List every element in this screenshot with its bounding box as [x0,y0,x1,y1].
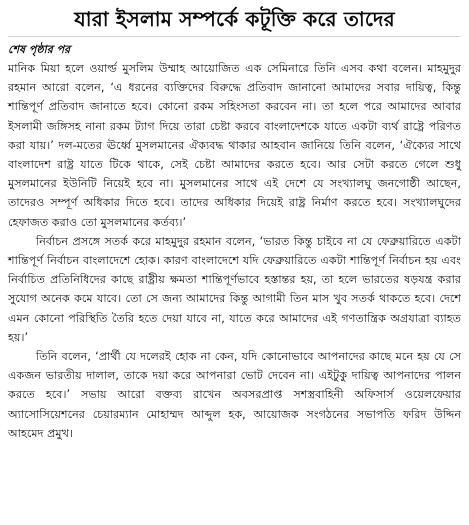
continued-from-label: শেষ পৃষ্ঠার পর [8,43,71,56]
headline-divider [8,36,461,37]
article-paragraph-3: তিনি বলেন, ‘প্রার্থী যে দলেরই হোক না কেন, যদি কোনোভাবে আপনাদের কাছে মনে হয় যে সে একজন ভারতীয় দালাল, তাকে দয়া করে আপনারা ভোট দেবেন না। এইটুকু দায়িত্ব আপনাদের পালন করতে হবে।’ সভায় আরো বক্তব্য রাখেন অবসরপ্রাপ্ত সশস্ত্রবাহিনী অফিসার্স ওয়েলফেয়ার অ্যাসোসিয়েশনের চেয়ারম্যান মোহাম্মদ আব্দুল হক, আয়োজক সংগঠনের সভাপতি ফরিদ উদ্দিন আহমেদ প্রমুখ। [8,350,461,440]
article-headline: যারা ইসলাম সম্পর্কে কটূক্তি করে তাদের [74,7,395,31]
article-paragraph-2: নির্বাচন প্রসঙ্গে সতর্ক করে মাহমুদুর রহমান বলেন, ‘ভারত কিন্তু চাইবে না যে ফেব্রুয়ারিতে একটা শান্তিপূর্ণ নির্বাচন বাংলাদেশে হোক। কারণ বাংলাদেশে যদি ফেব্রুয়ারিতে একটা শান্তিপূর্ণ নির্বাচন হয় এবং নির্বাচিত প্রতিনিধিদের কাছে রাষ্ট্রীয় ক্ষমতা শান্তিপূর্ণভাবে হস্তান্তর হয়, তা হলে ভারতের ষড়যন্ত্র করার সুযোগ অনেক কমে যাবে। তো সে জন্য আমাদের কিন্তু আগামী তিন মাস খুব সতর্ক থাকতে হবে। দেশে এমন কোনো পরিস্থিতি তৈরি হতে দেয়া যাবে না, যাতে করে আমাদের এই গণতান্ত্রিক অগ্রযাত্রা ব্যাহত হয়।’ [8,234,461,344]
article-paragraph-1: মানিক মিয়া হলে ওয়ার্ল্ড মুসলিম উম্মাহ আয়োজিত এক সেমিনারে তিনি এসব কথা বলেন। মাহমুদুর রহমান আরো বলেন, ‘এ ধরনের ব্যক্তিদের বিরুদ্ধে প্রতিবাদ জানানো আমাদের সবার দায়িত্ব, কিন্তু শান্তিপূর্ণ প্রতিবাদ জানাতে হবে। কোনো রকম সহিংসতা করবেন না। তা হলে পরে আমাদের আবার ইসলামী জঙ্গিসহ নানা রকম ট্যাগ দিয়ে তারা চেষ্টা করবে বাংলাদেশকে যাতে একটা ব্যর্থ রাষ্ট্রে পরিণত করা যায়।’ দল-মতের ঊর্ধ্বে মুসলমানের ঐক্যবদ্ধ থাকার আহবান জানিয়ে তিনি বলেন, ‘ঐক্যের সাথে বাংলাদেশ রাষ্ট্র যাতে টিকে থাকে, সেই চেষ্টা আমাদের করতে হবে। আর সেটা করতে গেলে শুধু মুসলমানের ইউনিটি নিয়েই হবে না। মুসলমানের সাথে এই দেশে যে সংখ্যালঘু জনগোষ্ঠী আছেন, তাদেরও সম্পূর্ণ অধিকার দিতে হবে। তাদের অধিকার দিয়েই রাষ্ট্র নির্মাণ করতে হবে। সংখ্যালঘুদের হেফাজত করাও তো মুসলমানের কর্তব্য।’ [8,62,461,229]
